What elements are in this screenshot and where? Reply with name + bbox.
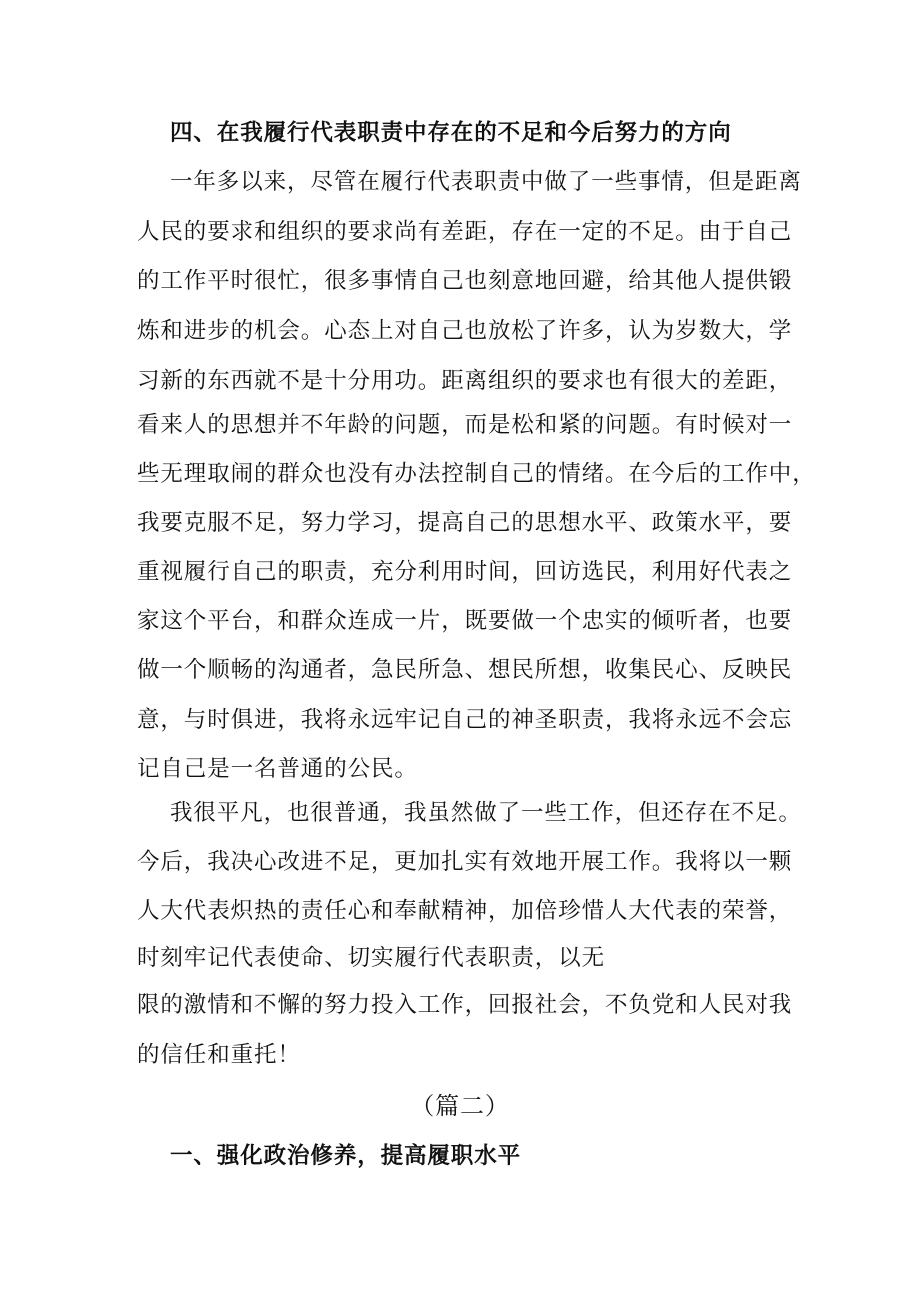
paragraph-line: 今后，我决心改进不足，更加扎实有效地开展工作。我将以一颗 bbox=[137, 849, 793, 875]
section-title: （篇二） bbox=[410, 1092, 510, 1120]
paragraph-line: 的工作平时很忙，很多事情自己也刻意地回避，给其他人提供锻 bbox=[137, 268, 793, 294]
paragraph-line: 家这个平台，和群众连成一片，既要做一个忠实的倾听者，也要 bbox=[137, 608, 793, 634]
paragraph-line: 一年多以来，尽管在履行代表职责中做了一些事情，但是距离 bbox=[170, 169, 802, 195]
paragraph-line: 重视履行自己的职责，充分利用时间，回访选民，利用好代表之 bbox=[137, 559, 793, 585]
paragraph-line: 的信任和重托！ bbox=[137, 1042, 301, 1068]
paragraph-line: 限的激情和不懈的努力投入工作，回报社会，不负党和人民对我 bbox=[137, 992, 793, 1018]
paragraph-line: 做一个顺畅的沟通者，急民所急、想民所想，收集民心、反映民 bbox=[137, 657, 793, 683]
paragraph-line: 时刻牢记代表使命、切实履行代表职责，以无 bbox=[137, 945, 606, 971]
paragraph-line: 炼和进步的机会。心态上对自己也放松了许多，认为岁数大，学 bbox=[137, 318, 793, 344]
paragraph-line: 看来人的思想并不年龄的问题，而是松和紧的问题。有时候对一 bbox=[137, 412, 793, 438]
section-heading-one: 一、强化政治修养，提高履职水平 bbox=[170, 1143, 522, 1169]
paragraph-line: 意，与时俱进，我将永远牢记自己的神圣职责，我将永远不会忘 bbox=[137, 707, 793, 733]
paragraph-line: 习新的东西就不是十分用功。距离组织的要求也有很大的差距， bbox=[137, 368, 793, 394]
paragraph-line: 我要克服不足，努力学习，提高自己的思想水平、政策水平，要 bbox=[137, 510, 793, 536]
section-heading-four: 四、在我履行代表职责中存在的不足和今后努力的方向 bbox=[170, 120, 732, 146]
paragraph-line: 些无理取闹的群众也没有办法控制自己的情绪。在今后的工作中， bbox=[137, 461, 816, 487]
paragraph-line: 我很平凡，也很普通，我虽然做了一些工作，但还存在不足。 bbox=[170, 800, 802, 826]
paragraph-line: 人大代表炽热的责任心和奉献精神，加倍珍惜人大代表的荣誉， bbox=[137, 898, 793, 924]
paragraph-line: 记自己是一名普通的公民。 bbox=[137, 756, 418, 782]
paragraph-line: 人民的要求和组织的要求尚有差距，存在一定的不足。由于自己 bbox=[137, 219, 793, 245]
